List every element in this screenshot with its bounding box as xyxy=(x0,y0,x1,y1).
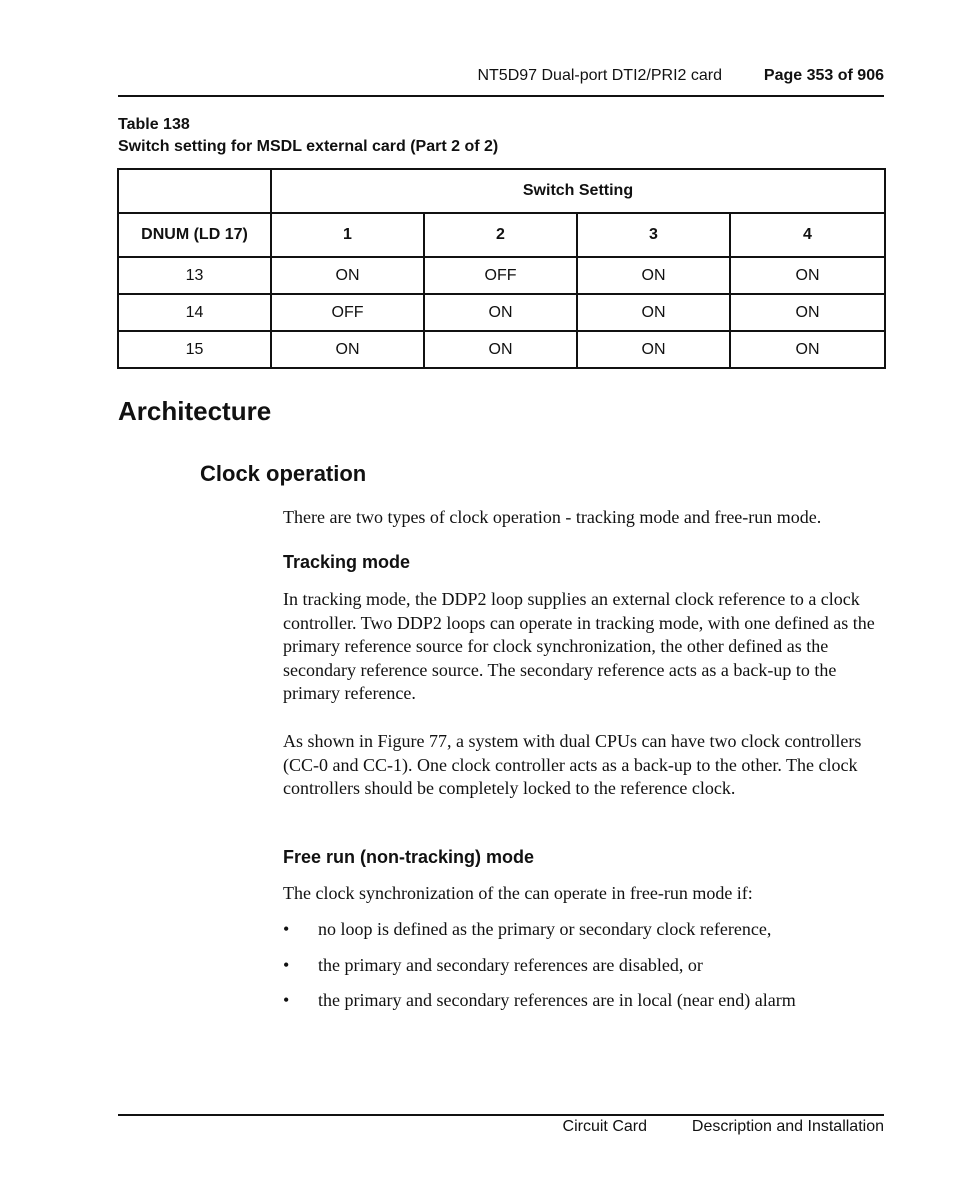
intro-paragraph: There are two types of clock operation - tracking mode and free-run mode. xyxy=(283,507,822,527)
table-cell: ON xyxy=(577,331,730,368)
table-cell: ON xyxy=(577,294,730,331)
footer-right-text: Description and Installation xyxy=(691,1118,884,1135)
header-divider xyxy=(118,95,884,97)
table-cell: OFF xyxy=(424,257,577,294)
table-title: Switch setting for MSDL external card (Part 2 of 2) xyxy=(118,138,499,155)
table-cell: 13 xyxy=(118,257,271,294)
footer-left-text: Circuit Card xyxy=(562,1118,647,1135)
bullet-icon: • xyxy=(283,919,290,939)
table-cell: ON xyxy=(730,294,885,331)
table-cell: ON xyxy=(730,331,885,368)
table-row xyxy=(118,331,885,368)
table-cell: ON xyxy=(730,257,885,294)
table-number: Table 138 xyxy=(118,116,190,133)
switch-setting-header: Switch Setting xyxy=(271,169,885,213)
table-cell: ON xyxy=(577,257,730,294)
table-cell: 14 xyxy=(118,294,271,331)
heading-tracking-mode: Tracking mode xyxy=(283,552,411,572)
table-cell: OFF xyxy=(271,294,424,331)
header-card-title: NT5D97 Dual-port DTI2/PRI2 card xyxy=(477,67,722,84)
switch-setting-table xyxy=(117,168,886,369)
column-header-switch-2: 2 xyxy=(424,213,577,257)
list-item-text: the primary and secondary references are in local (near end) alarm xyxy=(318,990,796,1010)
table-group-header-row xyxy=(118,169,885,213)
table-corner-cell xyxy=(118,169,271,213)
bullet-icon: • xyxy=(283,955,290,975)
table-cell: ON xyxy=(424,331,577,368)
table-caption xyxy=(118,114,498,158)
header-page-number: Page 353 of 906 xyxy=(763,67,884,84)
table-cell: ON xyxy=(271,331,424,368)
column-header-switch-3: 3 xyxy=(577,213,730,257)
tracking-paragraph-1: In tracking mode, the DDP2 loop supplies an external clock reference to a clock controller. Two DDP2 loops can operate in tracking mode, with one defined as the primary reference source for clock synchronization, the other defined as the secondary reference source. The secondary reference acts as a back-up to the primary reference. xyxy=(283,589,875,703)
footer-divider xyxy=(118,1114,884,1116)
section-heading-architecture: Architecture xyxy=(118,396,272,426)
list-item-text: no loop is defined as the primary or secondary clock reference, xyxy=(318,919,772,939)
table-cell: 15 xyxy=(118,331,271,368)
heading-free-run-mode: Free run (non-tracking) mode xyxy=(283,847,535,867)
free-run-paragraph: The clock synchronization of the can operate in free-run mode if: xyxy=(283,883,753,903)
table-column-header-row xyxy=(118,213,885,257)
tracking-paragraph-2: As shown in Figure 77, a system with dual CPUs can have two clock controllers (CC-0 and CC-1). One clock controller acts as a back-up to the other. The clock controllers should be completely locked to the reference clock. xyxy=(283,731,862,798)
column-header-switch-1: 1 xyxy=(271,213,424,257)
list-item-text: the primary and secondary references are disabled, or xyxy=(318,955,703,975)
page-footer xyxy=(118,1118,884,1142)
table-row xyxy=(118,294,885,331)
page-header xyxy=(118,64,884,94)
column-header-switch-4: 4 xyxy=(730,213,885,257)
subsection-heading-clock-operation: Clock operation xyxy=(200,461,367,486)
bullet-icon: • xyxy=(283,990,290,1010)
table-cell: ON xyxy=(424,294,577,331)
table-cell: ON xyxy=(271,257,424,294)
column-header-dnum: DNUM (LD 17) xyxy=(118,213,271,257)
table-row xyxy=(118,257,885,294)
